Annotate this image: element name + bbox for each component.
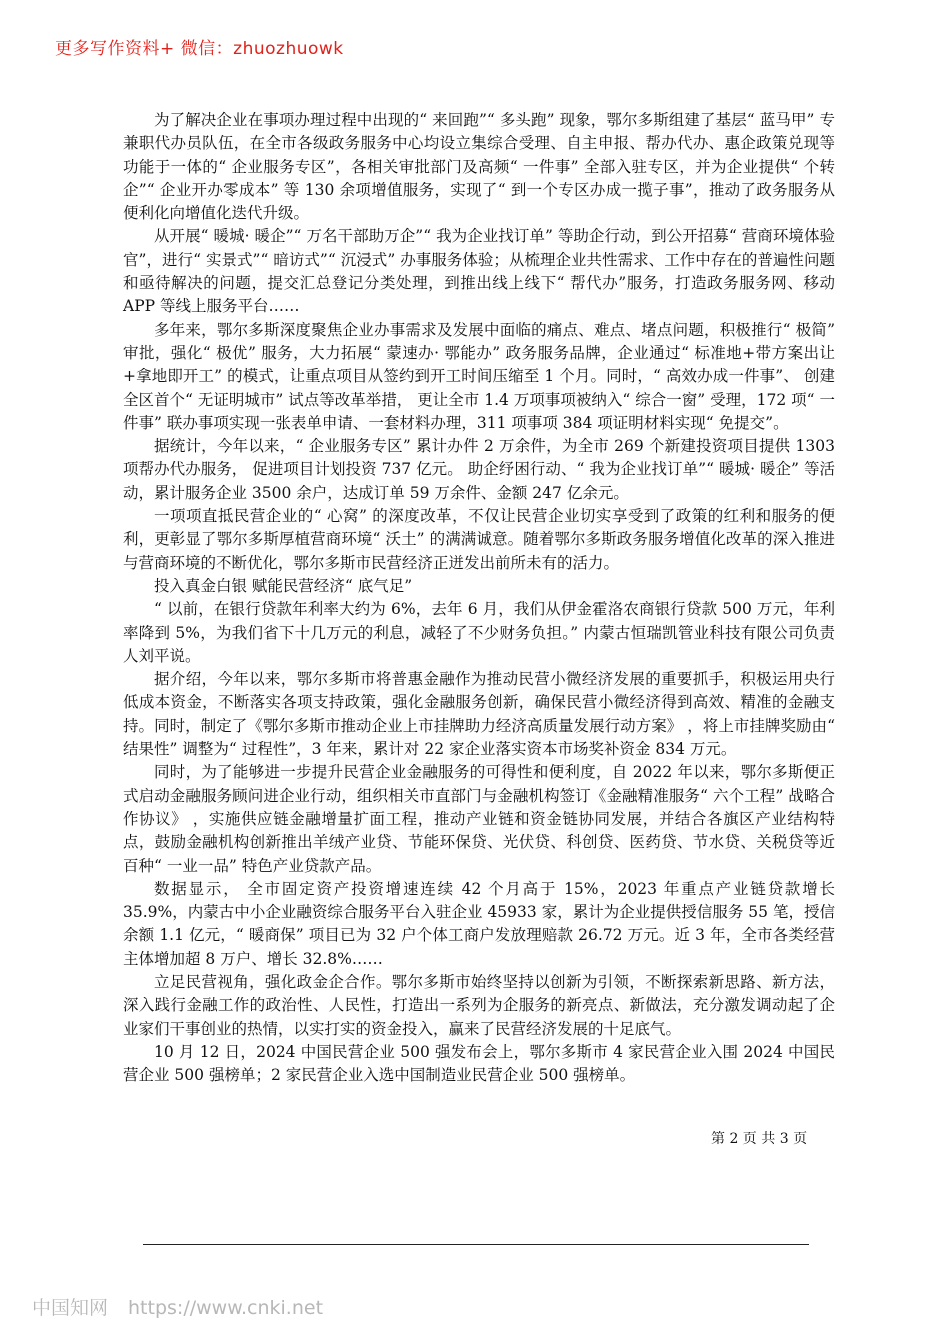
paragraph: 为了解决企业在事项办理过程中出现的“ 来回跑”“ 多头跑” 现象，鄂尔多斯组建了基层“ 蓝马甲” 专兼职代办员队伍，在全市各级政务服务中心均设立集综合受理、自主申报、帮办代办、惠企政策兑现等功能于一体的“ 企业服务专区”，各相关审批部门及高频“ 一件事” 全部入驻专区，并为企业提供“ 个转企”“ 企业开办零成本” 等 130 余项增值服务，实现了“ 到一个专区办成一揽子事”，推动了政务服务从便利化向增值化迭代升级。 [123,111,835,223]
watermark-url: https://www.cnki.net [128,1297,324,1319]
page-number: 第 2 页 共 3 页 [711,1131,808,1147]
paragraph: 数据显示， 全市固定资产投资增速连续 42 个月高于 15%，2023 年重点产业链贷款增长 35.9%，内蒙古中小企业融资综合服务平台入驻企业 45933 家，累计为企业提供授信服务 55 笔，授信余额 1.1 亿元，“ 暖商保” 项目已为 32 户个体工商户发放理赔款 26.72 万元。近 3 年，全市各类经营主体增加超 8 万户、增长 32.8%…… [123,879,835,968]
section-heading: 投入真金白银 赋能民营经济“ 底气足” [154,576,413,595]
paragraph: 同时，为了能够进一步提升民营企业金融服务的可得性和便利度，自 2022 年以来，鄂尔多斯便正式启动金融服务顾问进企业行动，组织相关市直部门与金融机构签订《金融精准服务“ 六个工程” 战略合作协议》 ，实施供应链金融增量扩面工程，推动产业链和资金链协同发展，并结合各旗区产业结构特点，鼓励金融机构创新推出羊绒产业贷、节能环保贷、光伏贷、科创贷、医药贷、节水贷、关税贷等近百种“ 一业一品” 特色产业贷款产品。 [123,763,835,875]
article-body [123,109,835,1087]
paragraph: 立足民营视角，强化政金企合作。鄂尔多斯市始终坚持以创新为引领，不断探索新思路、新方法，深入践行金融工作的政治性、人民性，打造出一系列为企服务的新亮点、新做法，充分激发调动起了企业家们干事创业的热情，以实打实的资金投入，赢来了民营经济发展的十足底气。 [123,972,835,1038]
paragraph: 据统计，今年以来，“ 企业服务专区” 累计办件 2 万余件，为全市 269 个新建投资项目提供 1303 项帮办代办服务， 促进项目计划投资 737 亿元。 助企纾困行动、“ 我为企业找订单”“ 暖城· 暖企” 等活动，累计服务企业 3500 余户，达成订单 59 万余件、金额 247 亿余元。 [123,437,835,502]
paragraph: 10 月 12 日，2024 中国民营企业 500 强发布会上，鄂尔多斯市 4 家民营企业入围 2024 中国民营企业 500 强榜单；2 家民营企业入选中国制造业民营企业 500 强榜单。 [123,1042,835,1085]
paragraph: 多年来，鄂尔多斯深度聚焦企业办事需求及发展中面临的痛点、难点、堵点问题，积极推行“ 极简” 审批，强化“ 极优” 服务，大力拓展“ 蒙速办· 鄂能办” 政务服务品牌，企业通过“ 标准地+带方案出让+拿地即开工” 的模式，让重点项目从签约到开工时间压缩至 1 个月。同时，“ 高效办成一件事”、 创建全区首个“ 无证明城市” 试点等改革举措， 更让全市 1.4 万项事项被纳入“ 综合一窗” 受理，172 项“ 一件事” 联办事项实现一张表单申请、一套材料办理，311 项事项 384 项证明材料实现“ 免提交”。 [123,320,835,432]
cnki-watermark [32,1293,323,1320]
watermark-site-name: 中国知网 [32,1297,109,1319]
paragraph: 一项项直抵民营企业的“ 心窝” 的深度改革，不仅让民营企业切实享受到了政策的红利和服务的便利，更彰显了鄂尔多斯厚植营商环境“ 沃土” 的满满诚意。随着鄂尔多斯政务服务增值化改革的深入推进与营商环境的不断优化，鄂尔多斯市民营经济正迸发出前所未有的活力。 [123,507,835,572]
paragraph: “ 以前，在银行贷款年利率大约为 6%，去年 6 月，我们从伊金霍洛农商银行贷款 500 万元，年利率降到 5%，为我们省下十几万元的利息，减轻了不少财务负担。” 内蒙古恒瑞凯管业科技有限公司负责人刘平说。 [123,600,835,665]
promo-banner: 更多写作资料+ 微信：zhuozhuowk [55,39,344,59]
paragraph: 据介绍，今年以来，鄂尔多斯市将普惠金融作为推动民营小微经济发展的重要抓手，积极运用央行低成本资金，不断落实各项支持政策，强化金融服务创新，确保民营小微经济得到高效、精准的金融支持。同时，制定了《鄂尔多斯市推动企业上市挂牌助力经济高质量发展行动方案》 ，将上市挂牌奖励由“ 结果性” 调整为“ 过程性”，3 年来，累计对 22 家企业落实资本市场奖补资金 834 万元。 [123,670,835,759]
paragraph: 从开展“ 暖城· 暖企”“ 万名干部助万企”“ 我为企业找订单” 等助企行动，到公开招募“ 营商环境体验官”，进行“ 实景式”“ 暗访式”“ 沉浸式” 办事服务体验；从梳理企业共性需求、工作中存在的普遍性问题和亟待解决的问题，提交汇总登记分类处理，到推出线上线下“ 帮代办”服务，打造政务服务网、移动 APP 等线上服务平台…… [123,227,835,316]
footer-divider [143,1244,809,1245]
